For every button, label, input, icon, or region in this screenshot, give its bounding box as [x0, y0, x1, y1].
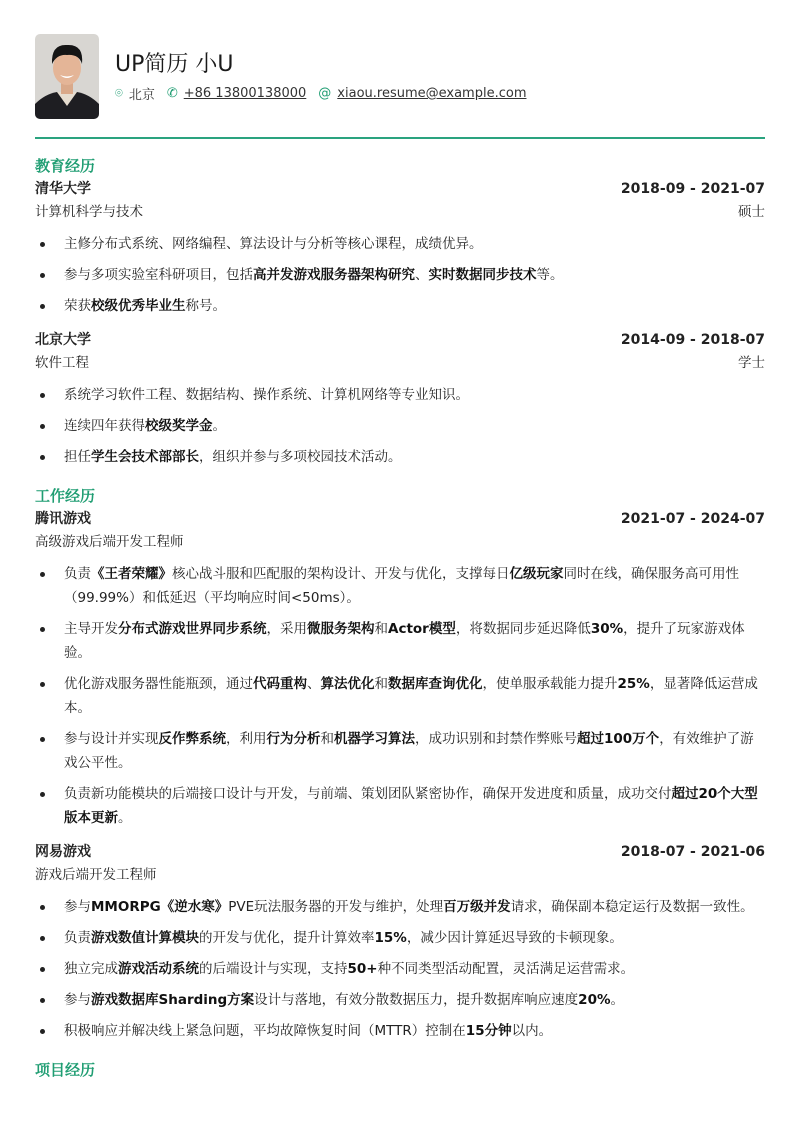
bullet-item: [35, 895, 765, 919]
bullet-text: 负责: [64, 566, 91, 582]
entry-subtitle: 游戏后端开发工程师: [35, 867, 157, 883]
highlight-text: 《王者荣耀》: [91, 566, 172, 582]
highlight-text: 游戏数据库Sharding方案: [91, 992, 255, 1008]
highlight-text: 百万级并发: [443, 899, 511, 915]
highlight-text: Actor模型: [388, 621, 456, 637]
bullet-text: 和: [374, 676, 388, 692]
resume-section: [35, 1058, 765, 1082]
highlight-text: 数据库查询优化: [388, 676, 483, 692]
at-icon: @: [318, 86, 332, 101]
entry-date: 2014-09 - 2018-07: [620, 332, 765, 348]
entry-degree: 学士: [738, 355, 765, 371]
bullet-text: PVE玩法服务器的开发与维护，处理: [228, 899, 444, 915]
entry-subtitle-row: [35, 531, 765, 554]
bullet-item: [35, 727, 765, 775]
bullet-text: ，使单服承载能力提升: [482, 676, 618, 692]
bullet-text: 的开发与优化，提升计算效率: [199, 930, 375, 946]
resume-content: [35, 154, 765, 1097]
bullet-text: ，成功识别和封禁作弊账号: [415, 731, 577, 747]
highlight-text: 30%: [590, 621, 624, 637]
highlight-text: 25%: [617, 676, 650, 692]
bullet-text: 核心战斗服和匹配服的架构设计、开发与优化，支撑每日: [172, 566, 510, 582]
resume-entry: [35, 329, 765, 469]
bullet-text: 参与设计并实现: [64, 731, 159, 747]
bullet-text: 主导开发: [64, 621, 118, 637]
bullet-text: ，减少因计算延迟导致的卡顿现象。: [406, 930, 623, 946]
bullet-item: [35, 1019, 765, 1043]
highlight-text: 15%: [374, 930, 407, 946]
bullet-text: 称号。: [185, 298, 226, 314]
bullet-text: ，显著降低运营成本。: [64, 676, 758, 716]
highlight-text: 高并发游戏服务器架构研究: [253, 267, 415, 283]
resume-entry: [35, 841, 765, 1043]
resume-header: [35, 34, 538, 119]
highlight-text: 亿级玩家: [509, 566, 564, 582]
entry-header: [35, 508, 765, 531]
resume-section: [35, 154, 765, 469]
bullet-text: 系统学习软件工程、数据结构、操作系统、计算机网络等专业知识。: [64, 387, 469, 403]
bullet-text: ，组织并参与多项校园技术活动。: [199, 449, 402, 465]
highlight-text: 游戏活动系统: [118, 961, 199, 977]
highlight-text: 20%: [578, 992, 611, 1008]
entry-name: 清华大学: [35, 181, 91, 197]
profile-photo: [35, 34, 99, 119]
entry-header: [35, 178, 765, 201]
bullet-text: 和: [374, 621, 388, 637]
bullet-item: [35, 562, 765, 610]
bullet-list: [35, 562, 765, 830]
bullet-text: 参与多项实验室科研项目，包括: [64, 267, 253, 283]
bullet-text: ，利用: [226, 731, 267, 747]
phone-icon: ✆: [166, 86, 178, 101]
bullet-text: 的后端设计与实现，支持: [199, 961, 348, 977]
entry-subtitle-row: [35, 201, 765, 224]
resume-entry: [35, 178, 765, 318]
highlight-text: 游戏数值计算模块: [91, 930, 199, 946]
bullet-text: 担任: [64, 449, 91, 465]
contact-info: [115, 84, 538, 103]
bullet-list: [35, 895, 765, 1043]
bullet-item: [35, 957, 765, 981]
bullet-item: [35, 782, 765, 830]
section-title: 教育经历: [35, 157, 96, 175]
bullet-text: 。: [212, 418, 226, 434]
bullet-text: ，将数据同步延迟降低: [455, 621, 591, 637]
highlight-text: 15分钟: [465, 1023, 512, 1039]
bullet-text: 同时在线，确保服务高可用性（99.99%）和低延迟（平均响应时间<50ms）。: [64, 566, 739, 606]
resume-entry: [35, 508, 765, 830]
bullet-text: 连续四年获得: [64, 418, 145, 434]
highlight-text: 机器学习算法: [334, 731, 415, 747]
highlight-text: MMORPG《逆水寒》: [91, 899, 229, 915]
bullet-item: [35, 294, 765, 318]
entry-header: [35, 841, 765, 864]
highlight-text: 反作弊系统: [158, 731, 226, 747]
entry-date: 2018-09 - 2021-07: [620, 181, 765, 197]
location-pin-icon: ⌾: [115, 86, 123, 101]
bullet-text: 、: [307, 676, 321, 692]
highlight-text: 50+: [347, 961, 378, 977]
phone-link[interactable]: +86 13800138000: [183, 86, 307, 101]
email-link[interactable]: xiaou.resume@example.com: [337, 86, 527, 101]
highlight-text: 代码重构: [253, 676, 307, 692]
bullet-list: [35, 232, 765, 318]
bullet-item: [35, 672, 765, 720]
location-text: 北京: [128, 88, 155, 103]
bullet-text: ，有效维护了游戏公平性。: [64, 731, 754, 771]
entry-subtitle: 高级游戏后端开发工程师: [35, 534, 184, 550]
bullet-text: 设计与落地，有效分散数据压力，提升数据库响应速度: [254, 992, 579, 1008]
highlight-text: 校级优秀毕业生: [91, 298, 186, 314]
highlight-text: 微服务架构: [307, 621, 375, 637]
highlight-text: 校级奖学金: [145, 418, 213, 434]
entry-date: 2018-07 - 2021-06: [620, 844, 765, 860]
bullet-text: 和: [320, 731, 334, 747]
bullet-text: 主修分布式系统、网络编程、算法设计与分析等核心课程，成绩优异。: [64, 236, 483, 252]
highlight-text: 实时数据同步技术: [428, 267, 537, 283]
bullet-text: 、: [415, 267, 429, 283]
bullet-text: 优化游戏服务器性能瓶颈，通过: [64, 676, 253, 692]
highlight-text: 超过20个大型版本更新: [64, 786, 758, 826]
bullet-text: 。: [610, 992, 624, 1008]
bullet-text: ，采用: [266, 621, 307, 637]
highlight-text: 分布式游戏世界同步系统: [118, 621, 267, 637]
highlight-text: 学生会技术部部长: [91, 449, 199, 465]
bullet-item: [35, 617, 765, 665]
entry-name: 网易游戏: [35, 844, 91, 860]
highlight-text: 超过100万个: [577, 731, 660, 747]
entry-subtitle-row: [35, 864, 765, 887]
entry-subtitle: 软件工程: [35, 355, 89, 371]
resume-section: [35, 484, 765, 1043]
bullet-text: 。: [118, 810, 132, 826]
bullet-text: 积极响应并解决线上紧急问题，平均故障恢复时间（MTTR）控制在: [64, 1023, 466, 1039]
bullet-text: 请求，确保副本稳定运行及数据一致性。: [510, 899, 754, 915]
entry-name: 腾讯游戏: [35, 511, 91, 527]
candidate-name: UP简历 小U: [115, 52, 234, 77]
header-divider: [35, 137, 765, 139]
bullet-item: [35, 232, 765, 256]
bullet-item: [35, 414, 765, 438]
bullet-list: [35, 383, 765, 469]
bullet-text: 独立完成: [64, 961, 118, 977]
entry-name: 北京大学: [35, 332, 91, 348]
bullet-text: 荣获: [64, 298, 91, 314]
highlight-text: 行为分析: [266, 731, 321, 747]
bullet-item: [35, 383, 765, 407]
entry-date: 2021-07 - 2024-07: [620, 511, 765, 527]
entry-header: [35, 329, 765, 352]
bullet-text: 参与: [64, 899, 91, 915]
bullet-text: 种不同类型活动配置，灵活满足运营需求。: [377, 961, 635, 977]
bullet-item: [35, 926, 765, 950]
section-title: 工作经历: [35, 487, 96, 505]
bullet-text: ，提升了玩家游戏体验。: [64, 621, 745, 661]
bullet-text: 负责: [64, 930, 91, 946]
bullet-item: [35, 445, 765, 469]
highlight-text: 算法优化: [320, 676, 375, 692]
bullet-text: 参与: [64, 992, 91, 1008]
bullet-text: 等。: [536, 267, 564, 283]
entry-degree: 硕士: [738, 204, 765, 220]
bullet-item: [35, 988, 765, 1012]
bullet-item: [35, 263, 765, 287]
bullet-text: 以内。: [511, 1023, 553, 1039]
bullet-text: 负责新功能模块的后端接口设计与开发，与前端、策划团队紧密协作，确保开发进度和质量，成功交付: [64, 786, 672, 802]
section-title: 项目经历: [35, 1061, 96, 1079]
entry-subtitle-row: [35, 352, 765, 375]
entry-subtitle: 计算机科学与技术: [35, 204, 143, 220]
